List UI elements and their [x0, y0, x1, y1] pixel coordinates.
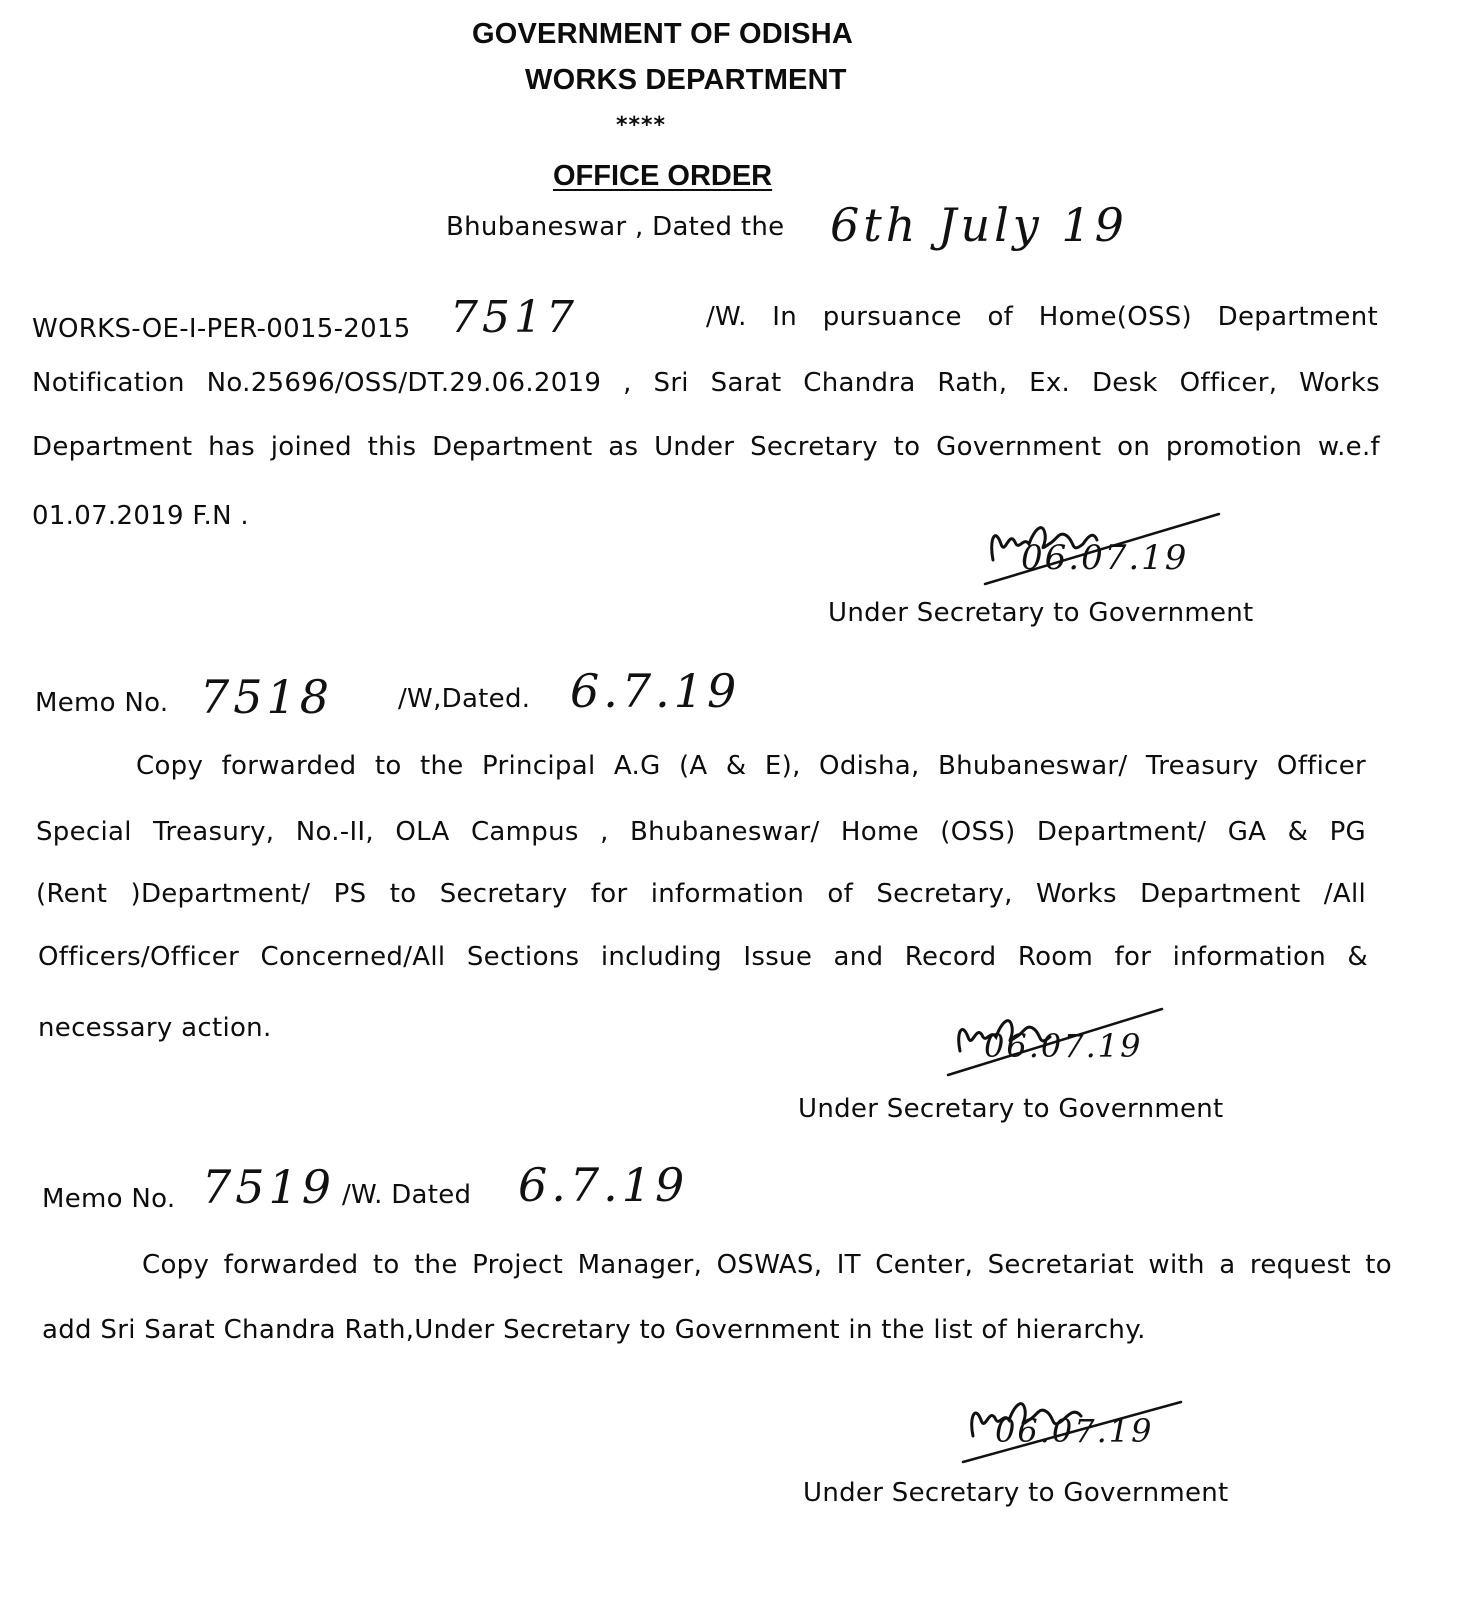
memo1-body-line: Special Treasury, No.-II, OLA Campus , Bhubaneswar/ Home (OSS) Department/ GA & PG: [36, 817, 1366, 847]
memo1-body-line: (Rent )Department/ PS to Secretary for information of Secretary, Works Department /All: [36, 879, 1366, 909]
signature-2-date: 06.07.19: [984, 1027, 1143, 1065]
order-number-handwritten: 7517: [450, 292, 578, 343]
memo1-body-line: necessary action.: [38, 1013, 272, 1043]
signature-2: [940, 995, 1190, 1095]
memo1-date-handwritten: 6.7.19: [570, 664, 741, 718]
memo1-label: Memo No.: [35, 688, 169, 718]
order-body-line: /W. In pursuance of Home(OSS) Department: [706, 302, 1378, 332]
signature-3: [955, 1376, 1205, 1476]
memo2-suffix: /W. Dated: [342, 1180, 472, 1210]
memo1-number-handwritten: 7518: [200, 670, 334, 724]
memo2-number-handwritten: 7519: [202, 1160, 336, 1214]
office-order-title: OFFICE ORDER: [553, 160, 773, 192]
order-body-line: Department has joined this Department as Under Secretary to Government on promotion w.e.f: [32, 432, 1380, 462]
order-body-line: 01.07.2019 F.N .: [32, 501, 249, 531]
memo2-date-handwritten: 6.7.19: [518, 1158, 689, 1212]
header-department: WORKS DEPARTMENT: [525, 64, 847, 96]
header-stars: ****: [616, 113, 667, 138]
order-body-line: Notification No.25696/OSS/DT.29.06.2019 , Sri Sarat Chandra Rath, Ex. Desk Officer, Works: [32, 368, 1380, 398]
signature-1-date: 06.07.19: [1021, 538, 1189, 578]
header-government: GOVERNMENT OF ODISHA: [472, 18, 854, 50]
memo1-body-line: Copy forwarded to the Principal A.G (A & E), Odisha, Bhubaneswar/ Treasury Officer: [136, 751, 1366, 781]
memo2-body-line: Copy forwarded to the Project Manager, OSWAS, IT Center, Secretariat with a request to: [142, 1250, 1392, 1280]
signature-3-designation: Under Secretary to Government: [803, 1478, 1229, 1508]
memo2-body-line: add Sri Sarat Chandra Rath,Under Secretary to Government in the list of hierarchy.: [42, 1315, 1146, 1345]
signature-2-designation: Under Secretary to Government: [798, 1094, 1224, 1124]
memo2-label: Memo No.: [42, 1184, 176, 1214]
file-number: WORKS-OE-I-PER-0015-2015: [32, 314, 411, 344]
memo1-body-line: Officers/Officer Concerned/All Sections including Issue and Record Room for information &: [38, 942, 1368, 972]
place-date-label: Bhubaneswar , Dated the: [446, 212, 785, 242]
memo1-suffix: /W,Dated.: [398, 684, 531, 714]
signature-1-designation: Under Secretary to Government: [828, 598, 1254, 628]
order-date-handwritten: 6th July 19: [830, 198, 1128, 252]
signature-1: [975, 500, 1225, 600]
signature-3-date: 06.07.19: [995, 1412, 1154, 1450]
